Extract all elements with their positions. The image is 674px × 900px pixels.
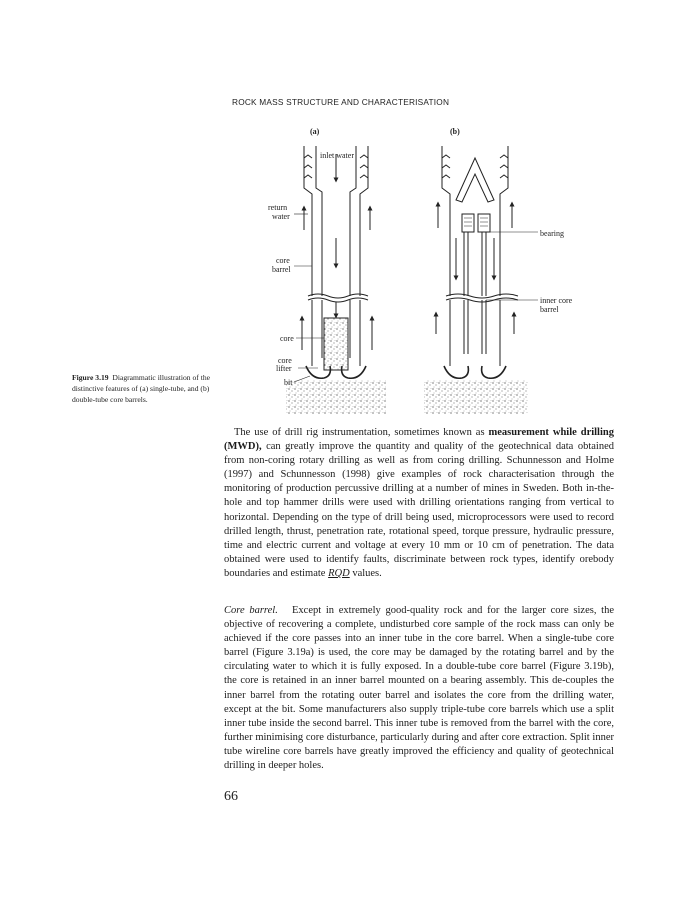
figure-caption: [72, 372, 224, 406]
panel-b-label: (b): [450, 127, 460, 136]
label-core-lifter-1: core: [278, 356, 292, 365]
paragraph1-tail: values.: [349, 567, 382, 579]
caption-text: Diagrammatic illustration of the distinctive features of (a) single-tube, and (b) double-tube core barrels.: [72, 373, 210, 405]
label-bit: bit: [284, 378, 293, 387]
paragraph-core-barrel: [224, 604, 614, 773]
running-head: ROCK MASS STRUCTURE AND CHARACTERISATION: [232, 97, 450, 107]
label-bearing: bearing: [540, 229, 564, 238]
term-rqd: RQD: [328, 567, 350, 579]
panel-a-single-tube: [286, 146, 386, 414]
label-return-water-2: water: [272, 212, 290, 221]
core-barrel-heading: Core barrel.: [224, 605, 278, 616]
paragraph2-body: Except in extremely good-quality rock and for the larger core sizes, the objective of recovering a complete, undisturbed core sample of the rock mass can only be achieved if the core passes into an inner tube in the core barrel. When a single-tube core barrel (Figure 3.19a) is used, the core may be damaged by the rotating barrel and by the circulating water to which it is fully exposed. In a double-tube core barrel (Figure 3.19b), the core is retained in an inner barrel mounted on a bearing assembly. This de-couples the inner barrel from the rotating outer barrel and isolates the core from the drilling water, except at the bit. Some manufacturers also supply triple-tube core barrels which use a split inner tube inside the second barrel. This inner tube is removed from the barrel with the core, further minimising core disturbance, particularly during and after core extraction. Split inner tube wireline core barrels have greatly improved the efficiency and quality of geotechnical drilling in deeper holes.: [224, 605, 614, 772]
label-inner-core-barrel-2: barrel: [540, 305, 559, 314]
label-core-barrel-2: barrel: [272, 265, 291, 274]
term-mwd: measurement while drilling (MWD),: [224, 427, 614, 453]
label-core: core: [280, 334, 294, 343]
figure-core-barrels: [228, 118, 584, 418]
panel-b-double-tube: [424, 146, 528, 414]
page-number: 66: [224, 789, 238, 804]
label-return-water-1: return: [268, 203, 288, 212]
label-inner-core-barrel-1: inner core: [540, 296, 573, 305]
paragraph-mwd: [224, 426, 614, 581]
core-barrel-diagram: [228, 118, 584, 418]
label-core-lifter-2: lifter: [276, 364, 292, 373]
paragraph1-body: can greatly improve the quantity and quality of the geotechnical data obtained from non-coring rotary drilling as well as from coring drilling. Schunnesson and Holme (1997) and Schunnesson (1998) give examples of rock characterisation through the monitoring of production percussive drilling at a number of mines in Sweden. Both in-the-hole and top hammer drills were used with drilling orientations ranging from vertical to horizontal. Depending on the type of drill being used, microprocessors were used to record drilled length, thrust, penetration rate, rotational speed, torque pressure, hydraulic pressure, time and electric current and voltage at every 10 mm or 10 cm of penetration. The data obtained were used to identify faults, discriminate between rock types, identify orebody boundaries and estimate: [224, 441, 614, 579]
label-core-barrel-1: core: [276, 256, 290, 265]
panel-a-label: (a): [310, 127, 320, 136]
paragraph1-lead: The use of drill rig instrumentation, sometimes known as: [234, 427, 489, 438]
label-inlet-water: inlet water: [320, 151, 354, 160]
caption-label: Figure 3.19: [72, 373, 109, 382]
